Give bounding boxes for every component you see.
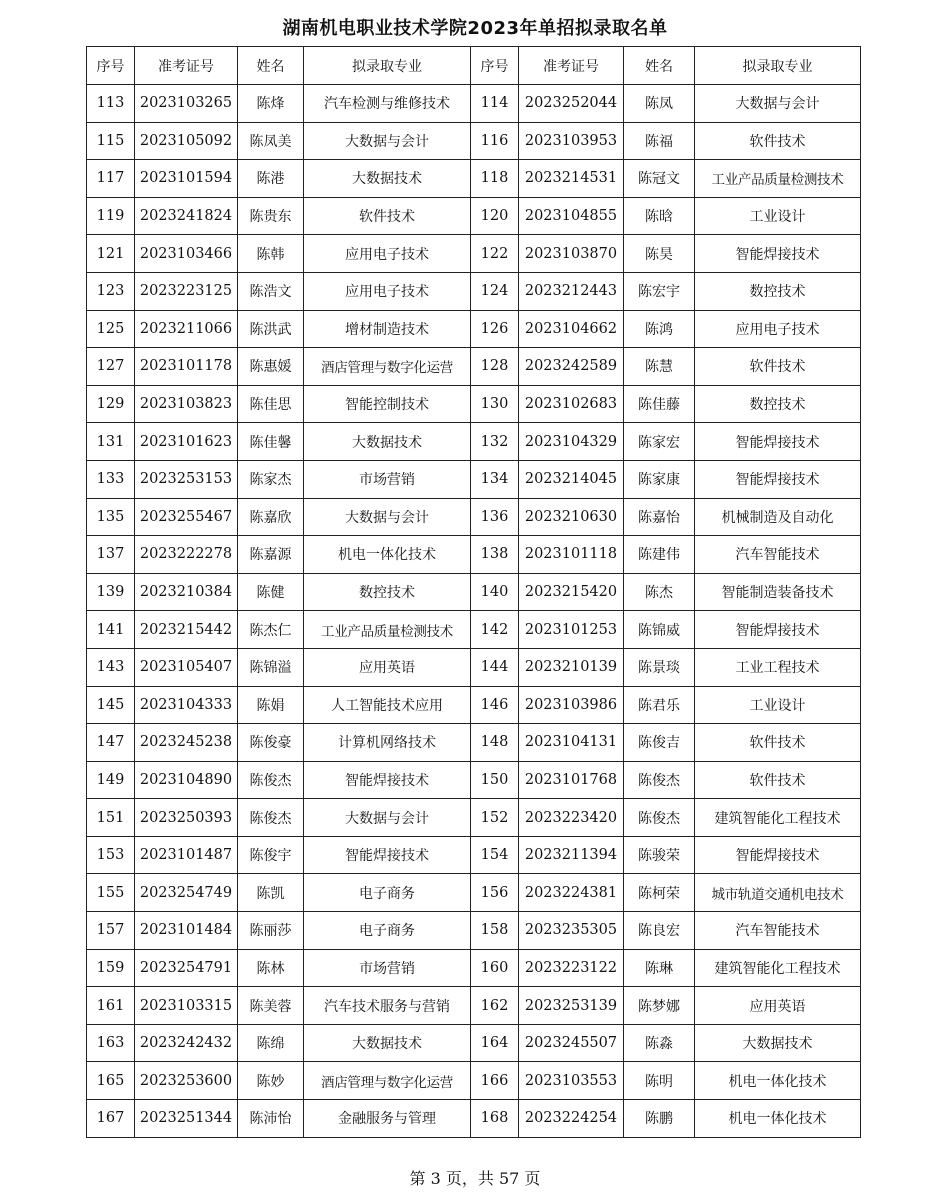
ticket-cell: 2023103265 — [135, 85, 238, 123]
major-cell: 大数据与会计 — [695, 85, 861, 123]
seq-cell: 163 — [87, 1024, 135, 1062]
table-row — [87, 686, 861, 724]
seq-cell: 145 — [87, 686, 135, 724]
name-cell: 陈沛怡 — [238, 1100, 304, 1138]
table-row — [87, 573, 861, 611]
major-cell: 工业设计 — [695, 686, 861, 724]
table-row — [87, 648, 861, 686]
major-cell: 智能焊接技术 — [695, 235, 861, 273]
name-cell: 陈良宏 — [624, 912, 695, 950]
name-cell: 陈凯 — [238, 874, 304, 912]
name-cell: 陈嘉欣 — [238, 498, 304, 536]
seq-cell: 120 — [471, 197, 519, 235]
major-cell: 智能焊接技术 — [695, 836, 861, 874]
seq-cell: 133 — [87, 460, 135, 498]
seq-cell: 151 — [87, 799, 135, 837]
major-cell: 应用电子技术 — [304, 272, 471, 310]
seq-cell: 132 — [471, 423, 519, 461]
major-cell: 数控技术 — [695, 385, 861, 423]
ticket-cell: 2023235305 — [519, 912, 624, 950]
seq-cell: 148 — [471, 724, 519, 762]
ticket-cell: 2023101623 — [135, 423, 238, 461]
major-cell: 工业工程技术 — [695, 648, 861, 686]
table-row — [87, 1100, 861, 1138]
ticket-cell: 2023105092 — [135, 122, 238, 160]
name-cell: 陈晗 — [624, 197, 695, 235]
major-cell: 大数据与会计 — [304, 498, 471, 536]
header-major: 拟录取专业 — [304, 47, 471, 85]
name-cell: 陈杰 — [624, 573, 695, 611]
major-cell: 大数据与会计 — [304, 122, 471, 160]
header-name: 姓名 — [238, 47, 304, 85]
major-cell: 市场营销 — [304, 949, 471, 987]
major-cell: 金融服务与管理 — [304, 1100, 471, 1138]
admission-table — [86, 46, 861, 1138]
name-cell: 陈烽 — [238, 85, 304, 123]
name-cell: 陈家宏 — [624, 423, 695, 461]
name-cell: 陈俊宇 — [238, 836, 304, 874]
ticket-cell: 2023210384 — [135, 573, 238, 611]
seq-cell: 125 — [87, 310, 135, 348]
seq-cell: 129 — [87, 385, 135, 423]
name-cell: 陈明 — [624, 1062, 695, 1100]
major-cell: 智能焊接技术 — [304, 761, 471, 799]
table-row — [87, 799, 861, 837]
table-row — [87, 874, 861, 912]
seq-cell: 158 — [471, 912, 519, 950]
major-cell: 智能制造装备技术 — [695, 573, 861, 611]
seq-cell: 159 — [87, 949, 135, 987]
seq-cell: 130 — [471, 385, 519, 423]
ticket-cell: 2023253153 — [135, 460, 238, 498]
seq-cell: 154 — [471, 836, 519, 874]
major-cell: 电子商务 — [304, 912, 471, 950]
name-cell: 陈林 — [238, 949, 304, 987]
major-cell: 汽车智能技术 — [695, 536, 861, 574]
table-row — [87, 460, 861, 498]
major-cell: 智能控制技术 — [304, 385, 471, 423]
seq-cell: 146 — [471, 686, 519, 724]
table-row — [87, 536, 861, 574]
name-cell: 陈俊杰 — [238, 761, 304, 799]
name-cell: 陈俊吉 — [624, 724, 695, 762]
name-cell: 陈韩 — [238, 235, 304, 273]
name-cell: 陈家康 — [624, 460, 695, 498]
seq-cell: 160 — [471, 949, 519, 987]
name-cell: 陈君乐 — [624, 686, 695, 724]
ticket-cell: 2023102683 — [519, 385, 624, 423]
seq-cell: 168 — [471, 1100, 519, 1138]
major-cell: 建筑智能化工程技术 — [695, 949, 861, 987]
name-cell: 陈建伟 — [624, 536, 695, 574]
ticket-cell: 2023245238 — [135, 724, 238, 762]
major-cell: 软件技术 — [695, 724, 861, 762]
seq-cell: 149 — [87, 761, 135, 799]
ticket-cell: 2023104662 — [519, 310, 624, 348]
ticket-cell: 2023222278 — [135, 536, 238, 574]
ticket-cell: 2023251344 — [135, 1100, 238, 1138]
table-body — [87, 85, 861, 1138]
name-cell: 陈佳思 — [238, 385, 304, 423]
document-title: 湖南机电职业技术学院2023年单招拟录取名单 — [282, 18, 668, 39]
name-cell: 陈港 — [238, 160, 304, 198]
name-cell: 陈宏宇 — [624, 272, 695, 310]
seq-cell: 122 — [471, 235, 519, 273]
major-cell: 数控技术 — [304, 573, 471, 611]
major-cell: 数控技术 — [695, 272, 861, 310]
seq-cell: 156 — [471, 874, 519, 912]
ticket-cell: 2023101253 — [519, 611, 624, 649]
header-seq: 序号 — [87, 47, 135, 85]
major-cell: 计算机网络技术 — [304, 724, 471, 762]
ticket-cell: 2023101484 — [135, 912, 238, 950]
name-cell: 陈嘉怡 — [624, 498, 695, 536]
ticket-cell: 2023245507 — [519, 1024, 624, 1062]
seq-cell: 116 — [471, 122, 519, 160]
table-row — [87, 611, 861, 649]
ticket-cell: 2023103870 — [519, 235, 624, 273]
name-cell: 陈琳 — [624, 949, 695, 987]
ticket-cell: 2023254749 — [135, 874, 238, 912]
name-cell: 陈鸿 — [624, 310, 695, 348]
major-cell: 建筑智能化工程技术 — [695, 799, 861, 837]
seq-cell: 164 — [471, 1024, 519, 1062]
seq-cell: 138 — [471, 536, 519, 574]
seq-cell: 134 — [471, 460, 519, 498]
major-cell: 智能焊接技术 — [304, 836, 471, 874]
ticket-cell: 2023214531 — [519, 160, 624, 198]
page-number: 第 3 页，共 57 页 — [409, 1169, 541, 1188]
table-row — [87, 1024, 861, 1062]
name-cell: 陈昊 — [624, 235, 695, 273]
seq-cell: 137 — [87, 536, 135, 574]
table-row — [87, 235, 861, 273]
header-major: 拟录取专业 — [695, 47, 861, 85]
seq-cell: 155 — [87, 874, 135, 912]
ticket-cell: 2023224381 — [519, 874, 624, 912]
major-cell: 汽车技术服务与营销 — [304, 987, 471, 1025]
seq-cell: 144 — [471, 648, 519, 686]
major-cell: 应用英语 — [304, 648, 471, 686]
seq-cell: 135 — [87, 498, 135, 536]
major-cell: 软件技术 — [695, 761, 861, 799]
name-cell: 陈佳馨 — [238, 423, 304, 461]
seq-cell: 139 — [87, 573, 135, 611]
major-cell: 大数据技术 — [304, 160, 471, 198]
table-row — [87, 272, 861, 310]
major-cell: 增材制造技术 — [304, 310, 471, 348]
name-cell: 陈惠媛 — [238, 348, 304, 386]
table-row — [87, 85, 861, 123]
ticket-cell: 2023242432 — [135, 1024, 238, 1062]
ticket-cell: 2023214045 — [519, 460, 624, 498]
ticket-cell: 2023103466 — [135, 235, 238, 273]
seq-cell: 166 — [471, 1062, 519, 1100]
table-row — [87, 1062, 861, 1100]
seq-cell: 167 — [87, 1100, 135, 1138]
table-row — [87, 949, 861, 987]
name-cell: 陈浩文 — [238, 272, 304, 310]
ticket-cell: 2023104890 — [135, 761, 238, 799]
major-cell: 智能焊接技术 — [695, 460, 861, 498]
name-cell: 陈梦娜 — [624, 987, 695, 1025]
seq-cell: 150 — [471, 761, 519, 799]
ticket-cell: 2023101178 — [135, 348, 238, 386]
name-cell: 陈鹏 — [624, 1100, 695, 1138]
ticket-cell: 2023104329 — [519, 423, 624, 461]
ticket-cell: 2023223125 — [135, 272, 238, 310]
seq-cell: 157 — [87, 912, 135, 950]
seq-cell: 141 — [87, 611, 135, 649]
major-cell: 工业产品质量检测技术 — [695, 160, 861, 198]
seq-cell: 113 — [87, 85, 135, 123]
name-cell: 陈俊杰 — [624, 799, 695, 837]
seq-cell: 136 — [471, 498, 519, 536]
major-cell: 大数据技术 — [695, 1024, 861, 1062]
major-cell: 城市轨道交通机电技术 — [695, 874, 861, 912]
ticket-cell: 2023254791 — [135, 949, 238, 987]
major-cell: 智能焊接技术 — [695, 611, 861, 649]
ticket-cell: 2023103953 — [519, 122, 624, 160]
header-name: 姓名 — [624, 47, 695, 85]
major-cell: 应用英语 — [695, 987, 861, 1025]
seq-cell: 143 — [87, 648, 135, 686]
ticket-cell: 2023242589 — [519, 348, 624, 386]
major-cell: 工业设计 — [695, 197, 861, 235]
name-cell: 陈杰仁 — [238, 611, 304, 649]
ticket-cell: 2023253139 — [519, 987, 624, 1025]
table-row — [87, 423, 861, 461]
ticket-cell: 2023105407 — [135, 648, 238, 686]
ticket-cell: 2023103553 — [519, 1062, 624, 1100]
ticket-cell: 2023223420 — [519, 799, 624, 837]
ticket-cell: 2023104131 — [519, 724, 624, 762]
name-cell: 陈妙 — [238, 1062, 304, 1100]
table-row — [87, 987, 861, 1025]
table-row — [87, 160, 861, 198]
major-cell: 软件技术 — [304, 197, 471, 235]
seq-cell: 114 — [471, 85, 519, 123]
name-cell: 陈娟 — [238, 686, 304, 724]
name-cell: 陈柯荣 — [624, 874, 695, 912]
ticket-cell: 2023101487 — [135, 836, 238, 874]
name-cell: 陈俊豪 — [238, 724, 304, 762]
ticket-cell: 2023103823 — [135, 385, 238, 423]
name-cell: 陈锦溢 — [238, 648, 304, 686]
name-cell: 陈凤 — [624, 85, 695, 123]
ticket-cell: 2023101118 — [519, 536, 624, 574]
ticket-cell: 2023101768 — [519, 761, 624, 799]
seq-cell: 117 — [87, 160, 135, 198]
name-cell: 陈绵 — [238, 1024, 304, 1062]
ticket-cell: 2023250393 — [135, 799, 238, 837]
major-cell: 应用电子技术 — [304, 235, 471, 273]
seq-cell: 127 — [87, 348, 135, 386]
major-cell: 机械制造及自动化 — [695, 498, 861, 536]
major-cell: 机电一体化技术 — [695, 1062, 861, 1100]
seq-cell: 165 — [87, 1062, 135, 1100]
table-row — [87, 724, 861, 762]
seq-cell: 140 — [471, 573, 519, 611]
ticket-cell: 2023211066 — [135, 310, 238, 348]
seq-cell: 124 — [471, 272, 519, 310]
name-cell: 陈冠文 — [624, 160, 695, 198]
name-cell: 陈骏荣 — [624, 836, 695, 874]
major-cell: 汽车智能技术 — [695, 912, 861, 950]
ticket-cell: 2023224254 — [519, 1100, 624, 1138]
seq-cell: 118 — [471, 160, 519, 198]
ticket-cell: 2023215442 — [135, 611, 238, 649]
major-cell: 软件技术 — [695, 348, 861, 386]
name-cell: 陈洪武 — [238, 310, 304, 348]
ticket-cell: 2023252044 — [519, 85, 624, 123]
major-cell: 应用电子技术 — [695, 310, 861, 348]
name-cell: 陈丽莎 — [238, 912, 304, 950]
name-cell: 陈贵东 — [238, 197, 304, 235]
ticket-cell: 2023215420 — [519, 573, 624, 611]
ticket-cell: 2023241824 — [135, 197, 238, 235]
seq-cell: 115 — [87, 122, 135, 160]
ticket-cell: 2023101594 — [135, 160, 238, 198]
table-row — [87, 912, 861, 950]
seq-cell: 153 — [87, 836, 135, 874]
seq-cell: 131 — [87, 423, 135, 461]
seq-cell: 123 — [87, 272, 135, 310]
ticket-cell: 2023253600 — [135, 1062, 238, 1100]
table-row — [87, 122, 861, 160]
seq-cell: 128 — [471, 348, 519, 386]
name-cell: 陈慧 — [624, 348, 695, 386]
ticket-cell: 2023103986 — [519, 686, 624, 724]
major-cell: 酒店管理与数字化运营 — [304, 348, 471, 386]
seq-cell: 121 — [87, 235, 135, 273]
major-cell: 电子商务 — [304, 874, 471, 912]
seq-cell: 147 — [87, 724, 135, 762]
name-cell: 陈俊杰 — [624, 761, 695, 799]
name-cell: 陈福 — [624, 122, 695, 160]
table-row — [87, 498, 861, 536]
table-row — [87, 197, 861, 235]
ticket-cell: 2023104333 — [135, 686, 238, 724]
major-cell: 汽车检测与维修技术 — [304, 85, 471, 123]
seq-cell: 119 — [87, 197, 135, 235]
ticket-cell: 2023103315 — [135, 987, 238, 1025]
name-cell: 陈健 — [238, 573, 304, 611]
major-cell: 机电一体化技术 — [695, 1100, 861, 1138]
table-row — [87, 836, 861, 874]
header-ticket: 准考证号 — [519, 47, 624, 85]
major-cell: 大数据技术 — [304, 423, 471, 461]
name-cell: 陈佳藤 — [624, 385, 695, 423]
major-cell: 人工智能技术应用 — [304, 686, 471, 724]
table-row — [87, 310, 861, 348]
name-cell: 陈锦威 — [624, 611, 695, 649]
major-cell: 机电一体化技术 — [304, 536, 471, 574]
seq-cell: 142 — [471, 611, 519, 649]
ticket-cell: 2023104855 — [519, 197, 624, 235]
header-seq: 序号 — [471, 47, 519, 85]
name-cell: 陈景琰 — [624, 648, 695, 686]
major-cell: 软件技术 — [695, 122, 861, 160]
ticket-cell: 2023211394 — [519, 836, 624, 874]
seq-cell: 161 — [87, 987, 135, 1025]
name-cell: 陈嘉源 — [238, 536, 304, 574]
name-cell: 陈美蓉 — [238, 987, 304, 1025]
major-cell: 智能焊接技术 — [695, 423, 861, 461]
ticket-cell: 2023255467 — [135, 498, 238, 536]
ticket-cell: 2023210630 — [519, 498, 624, 536]
major-cell: 酒店管理与数字化运营 — [304, 1062, 471, 1100]
table-row — [87, 385, 861, 423]
major-cell: 工业产品质量检测技术 — [304, 611, 471, 649]
table-row — [87, 348, 861, 386]
seq-cell: 162 — [471, 987, 519, 1025]
ticket-cell: 2023210139 — [519, 648, 624, 686]
table-header — [87, 47, 861, 85]
name-cell: 陈凤美 — [238, 122, 304, 160]
major-cell: 大数据技术 — [304, 1024, 471, 1062]
name-cell: 陈淼 — [624, 1024, 695, 1062]
table-row — [87, 761, 861, 799]
major-cell: 大数据与会计 — [304, 799, 471, 837]
seq-cell: 152 — [471, 799, 519, 837]
header-ticket: 准考证号 — [135, 47, 238, 85]
name-cell: 陈家杰 — [238, 460, 304, 498]
major-cell: 市场营销 — [304, 460, 471, 498]
ticket-cell: 2023223122 — [519, 949, 624, 987]
ticket-cell: 2023212443 — [519, 272, 624, 310]
name-cell: 陈俊杰 — [238, 799, 304, 837]
seq-cell: 126 — [471, 310, 519, 348]
